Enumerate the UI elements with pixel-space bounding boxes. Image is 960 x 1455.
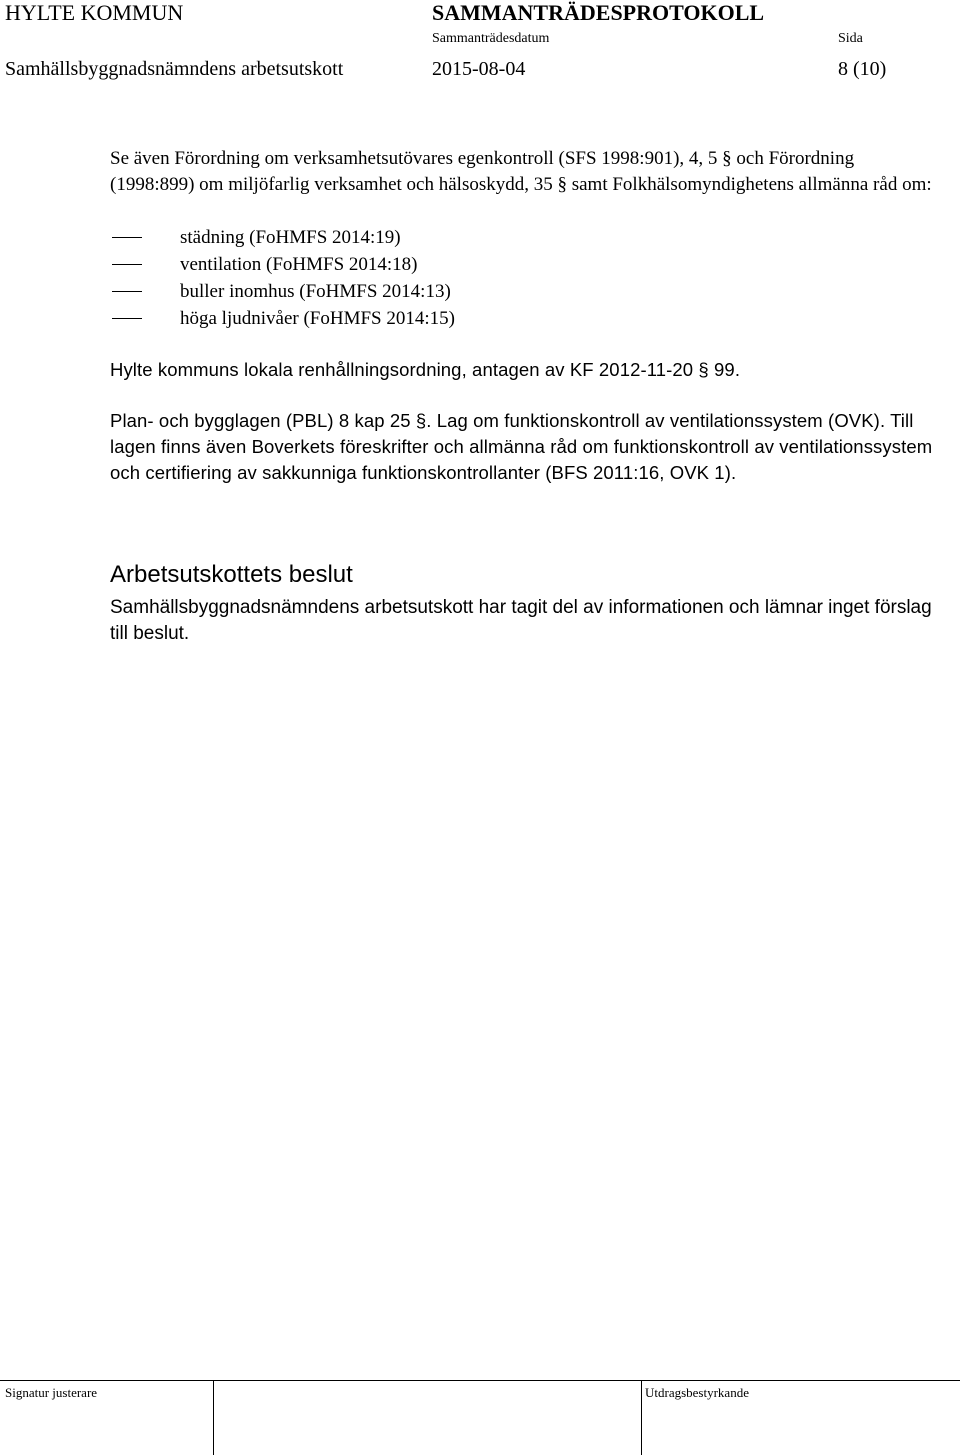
list-item-text: höga ljudnivåer (FoHMFS 2014:15) [180, 308, 455, 329]
section-heading: Arbetsutskottets beslut [110, 561, 353, 588]
meeting-date: 2015-08-04 [432, 58, 526, 80]
meeting-date-label: Sammanträdesdatum [432, 31, 550, 46]
dash-bullet-icon [112, 291, 142, 292]
renhallning-paragraph: Hylte kommuns lokala renhållningsordning, antagen av KF 2012-11-20 § 99. [110, 359, 741, 380]
list-item-text: städning (FoHMFS 2014:19) [180, 227, 401, 248]
pbl-paragraph: Plan- och bygglagen (PBL) 8 kap 25 §. Lag om funktionskontroll av ventilationssystem (OVK). Till lagen finns även Boverkets föreskrifter och allmänna råd om funktionskontroll av ventilationssystem och certifiering av sakkunniga funktionskontrollanter (BFS 2011:16, OVK 1). [110, 410, 933, 483]
signature-footer [0, 1380, 960, 1454]
list-item [110, 305, 455, 332]
list-item [110, 224, 455, 251]
document-type: SAMMANTRÄDESPROTOKOLL [432, 0, 765, 25]
excerpt-label: Utdragsbestyrkande [645, 1385, 749, 1400]
footer-divider [213, 1381, 214, 1455]
signature-label: Signatur justerare [5, 1385, 98, 1400]
regulation-list [110, 224, 455, 332]
page-number: 8 (10) [838, 58, 887, 80]
list-item-text: buller inomhus (FoHMFS 2014:13) [180, 281, 451, 302]
list-item-text: ventilation (FoHMFS 2014:18) [180, 254, 418, 275]
dash-bullet-icon [112, 318, 142, 319]
decision-paragraph: Samhällsbyggnadsnämndens arbetsutskott har tagit del av informationen och lämnar inget förslag till beslut. [110, 597, 932, 644]
committee-name: Samhällsbyggnadsnämndens arbetsutskott [5, 58, 344, 80]
see-also-paragraph: Se även Förordning om verksamhetsutövares egenkontroll (SFS 1998:901), 4, 5 § och Förordning (1998:899) om miljöfarlig verksamhet och hälsoskydd, 35 § samt Folkhälsomyndighetens allmänna råd om: [110, 148, 932, 195]
organization-name: HYLTE KOMMUN [5, 0, 184, 25]
list-item [110, 251, 455, 278]
footer-divider [641, 1381, 642, 1455]
dash-bullet-icon [112, 237, 142, 238]
page-label: Sida [838, 31, 863, 46]
list-item [110, 278, 455, 305]
dash-bullet-icon [112, 264, 142, 265]
